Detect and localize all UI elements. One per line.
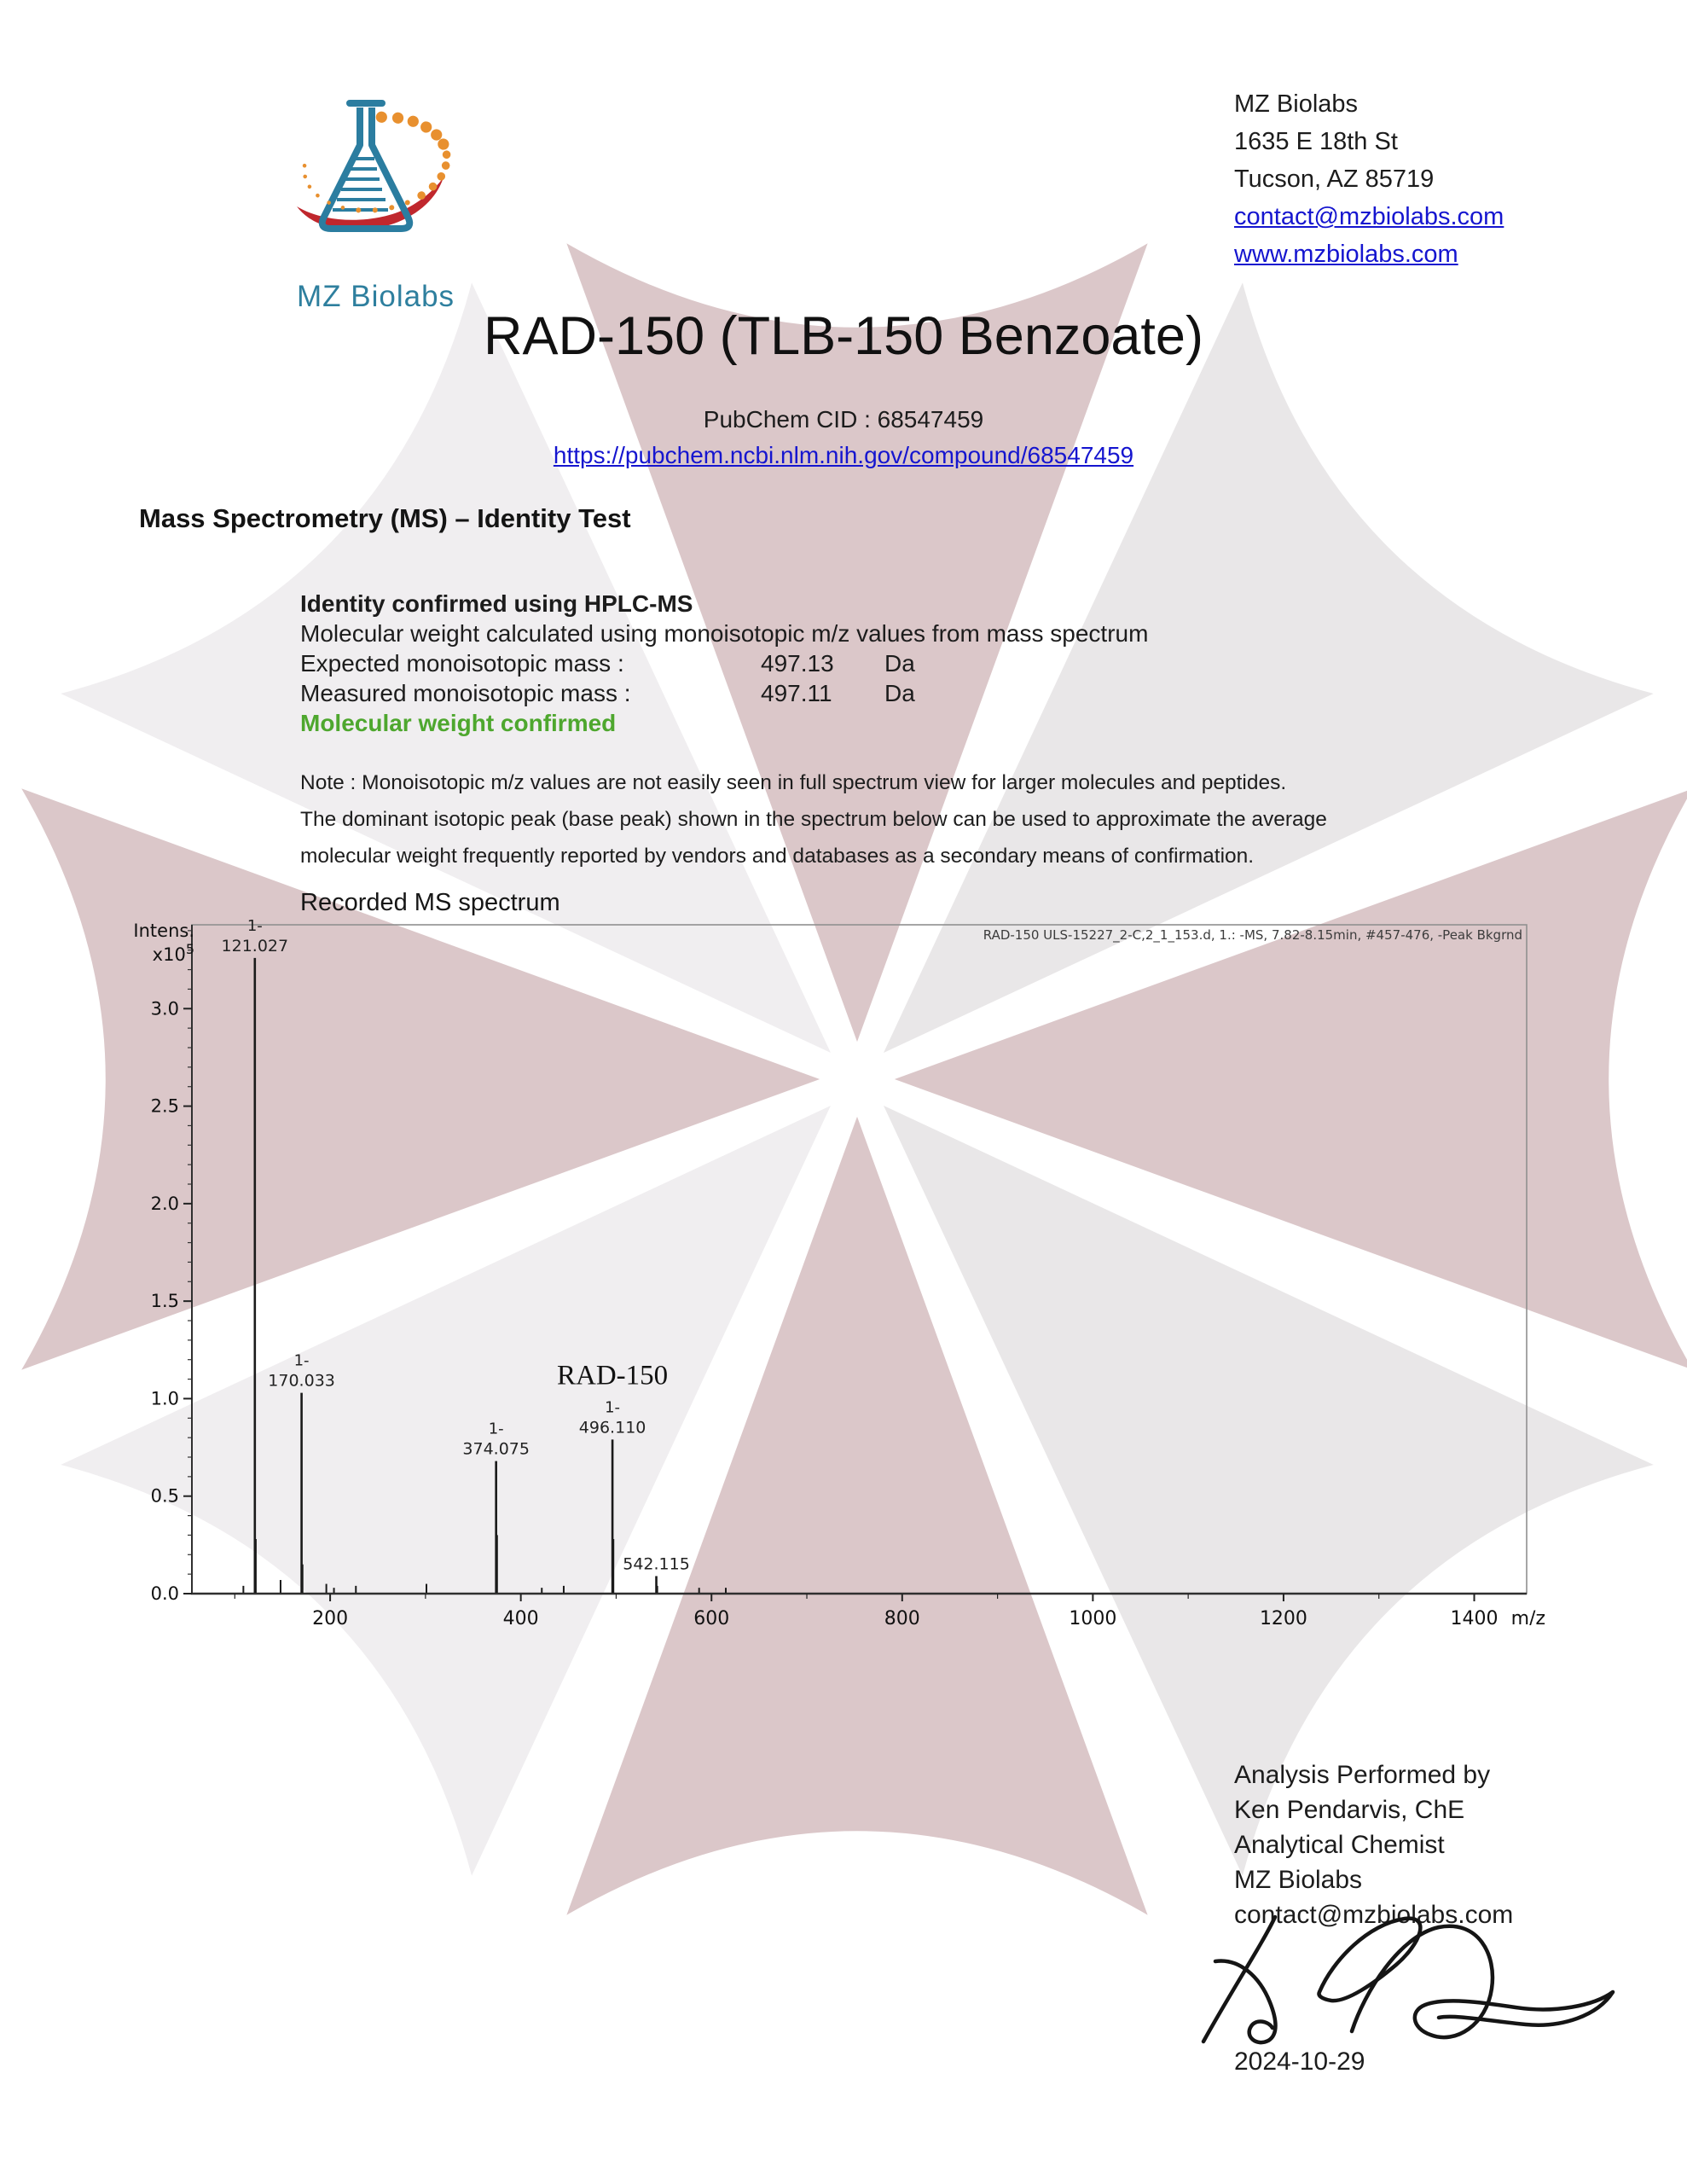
company-address-block bbox=[1234, 85, 1504, 273]
svg-text:800: 800 bbox=[884, 1608, 920, 1625]
svg-text:0.0: 0.0 bbox=[150, 1583, 179, 1604]
analyst-line: Analytical Chemist bbox=[1234, 1831, 1445, 1859]
note-line: The dominant isotopic peak (base peak) shown in the spectrum below can be used to approximate the average bbox=[300, 808, 1327, 831]
note-block bbox=[300, 764, 1327, 874]
pubchem-url-row bbox=[0, 442, 1687, 469]
svg-text:1.0: 1.0 bbox=[150, 1388, 179, 1409]
company-logo bbox=[290, 96, 478, 314]
pubchem-cid: PubChem CID : 68547459 bbox=[703, 406, 984, 433]
svg-text:Intens.: Intens. bbox=[133, 921, 194, 941]
report-date: 2024-10-29 bbox=[1234, 2048, 1365, 2076]
svg-text:x105: $x10^5$ bbox=[152, 941, 194, 965]
svg-text:170.033: 170.033 bbox=[268, 1371, 335, 1391]
method-line: Molecular weight calculated using monoisotopic m/z values from mass spectrum bbox=[300, 620, 1149, 647]
flask-logo-icon bbox=[290, 96, 461, 275]
svg-text:1.5: 1.5 bbox=[150, 1291, 179, 1312]
contact-email-link[interactable]: contact@mzbiolabs.com bbox=[1234, 203, 1504, 230]
address-line: 1635 E 18th St bbox=[1234, 128, 1398, 155]
address-line: Tucson, AZ 85719 bbox=[1234, 166, 1435, 193]
svg-text:496.110: 496.110 bbox=[578, 1418, 646, 1438]
svg-text:1-: 1- bbox=[246, 916, 263, 935]
measured-mass-unit: Da bbox=[884, 680, 915, 706]
expected-mass-value: 497.13 bbox=[761, 650, 834, 677]
svg-text:m/z: m/z bbox=[1510, 1608, 1545, 1625]
svg-text:1-: 1- bbox=[293, 1351, 310, 1370]
measured-mass-label: Measured monoisotopic mass : bbox=[300, 680, 631, 706]
svg-text:2.0: 2.0 bbox=[150, 1193, 179, 1214]
svg-text:RAD-150 ULS-15227_2-C,2_1_153.: RAD-150 ULS-15227_2-C,2_1_153.d, 1.: -MS, 7.82-8.15min, #457-476, -Peak Bkgrnd bbox=[983, 927, 1522, 943]
analyst-line: MZ Biolabs bbox=[1234, 1866, 1363, 1894]
analyst-line: Analysis Performed by bbox=[1234, 1761, 1491, 1789]
expected-mass-label: Expected monoisotopic mass : bbox=[300, 650, 624, 677]
svg-text:121.027: 121.027 bbox=[221, 936, 289, 956]
logo-wordmark: MZ Biolabs bbox=[297, 280, 455, 313]
note-line: Note : Monoisotopic m/z values are not easily seen in full spectrum view for larger molecules and peptides. bbox=[300, 771, 1287, 794]
ms-spectrum-chart bbox=[128, 887, 1561, 1625]
ms-results-block bbox=[300, 589, 1148, 738]
svg-text:200: 200 bbox=[312, 1608, 349, 1625]
spectrum-caption: Recorded MS spectrum bbox=[300, 889, 560, 916]
svg-text:1400: 1400 bbox=[1450, 1608, 1499, 1625]
svg-text:600: 600 bbox=[693, 1608, 730, 1625]
analyst-line: Ken Pendarvis, ChE bbox=[1234, 1796, 1465, 1824]
svg-text:1-: 1- bbox=[488, 1420, 504, 1438]
confirmation-status: Molecular weight confirmed bbox=[300, 710, 617, 736]
pubchem-link[interactable]: https://pubchem.ncbi.nlm.nih.gov/compound/68547459 bbox=[553, 442, 1134, 468]
address-line: MZ Biolabs bbox=[1234, 90, 1359, 118]
svg-text:374.075: 374.075 bbox=[462, 1439, 530, 1459]
logo-swoosh bbox=[297, 177, 443, 230]
svg-text:3.0: 3.0 bbox=[150, 998, 179, 1019]
page-title: RAD-150 (TLB-150 Benzoate) bbox=[484, 306, 1203, 366]
section-heading: Mass Spectrometry (MS) – Identity Test bbox=[139, 503, 631, 533]
expected-mass-unit: Da bbox=[884, 650, 915, 677]
svg-text:542.115: 542.115 bbox=[623, 1554, 690, 1574]
logo-dot-orbit bbox=[296, 102, 457, 222]
svg-text:1000: 1000 bbox=[1069, 1608, 1117, 1625]
analyst-line: contact@mzbiolabs.com bbox=[1234, 1901, 1514, 1929]
svg-text:1200: 1200 bbox=[1259, 1608, 1307, 1625]
website-link[interactable]: www.mzbiolabs.com bbox=[1234, 241, 1458, 268]
measured-mass-value: 497.11 bbox=[761, 680, 832, 706]
svg-text:0.5: 0.5 bbox=[150, 1485, 179, 1507]
svg-text:2.5: 2.5 bbox=[150, 1095, 179, 1117]
signature bbox=[1190, 1907, 1650, 2056]
note-line: molecular weight frequently reported by vendors and databases as a secondary means of confirmation. bbox=[300, 845, 1255, 868]
identity-confirmed-line: Identity confirmed using HPLC-MS bbox=[300, 590, 693, 617]
svg-text:1-: 1- bbox=[605, 1398, 621, 1417]
svg-text:RAD-150: RAD-150 bbox=[557, 1360, 669, 1391]
expected-mass-row bbox=[300, 648, 1148, 678]
svg-text:400: 400 bbox=[502, 1608, 539, 1625]
measured-mass-row bbox=[300, 678, 1148, 708]
